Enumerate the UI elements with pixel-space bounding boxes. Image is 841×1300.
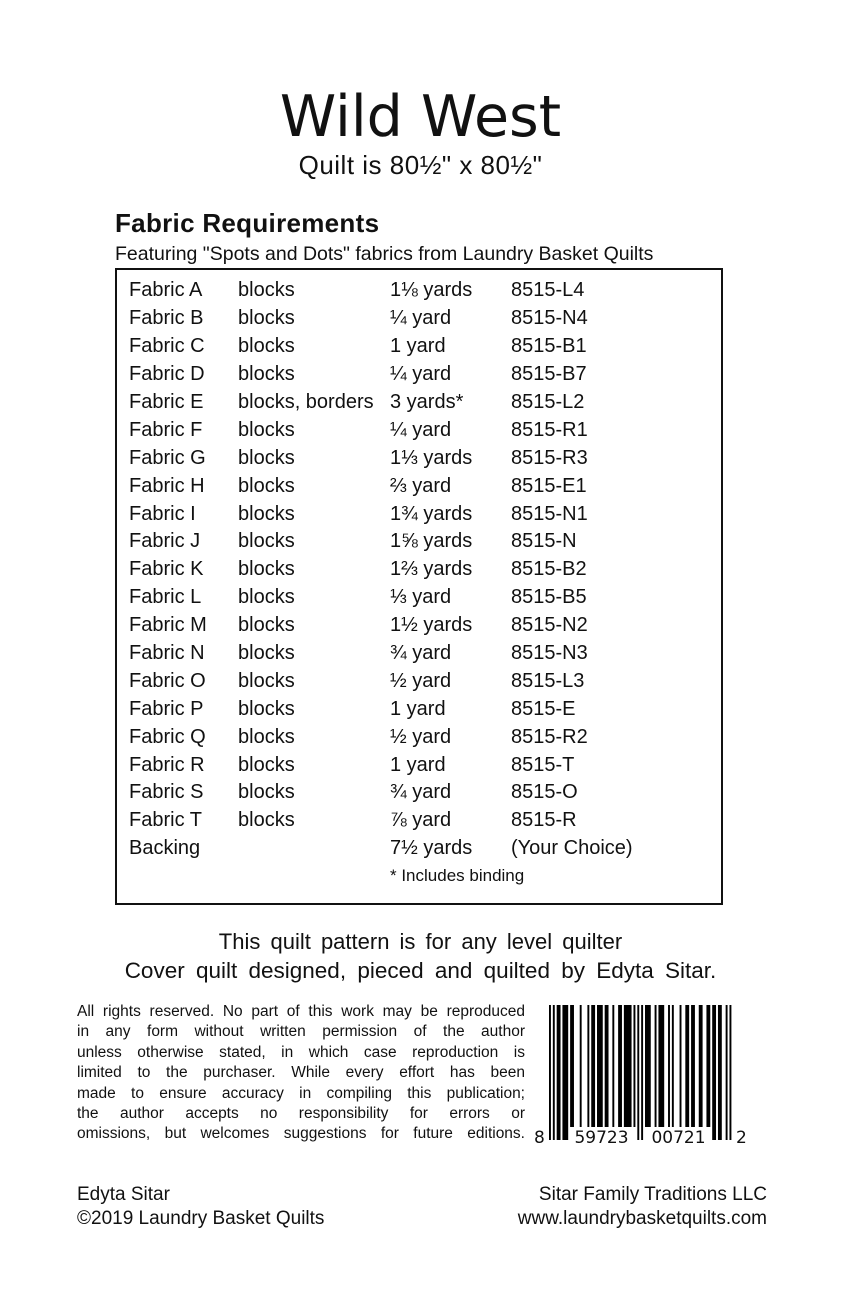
footer-website: www.laundrybasketquilts.com [517,1208,767,1229]
fabric-requirements-subheading: Featuring "Spots and Dots" fabrics from Laundry Basket Quilts [115,243,654,265]
cell-sku: 8515-E [511,697,576,720]
barcode-lead-digit: 8 [534,1128,545,1148]
cell-sku: 8515-L3 [511,669,585,692]
copyright-paragraph [77,1002,525,1145]
copyright-line: omissions, but welcomes suggestions for future editions. [77,1125,525,1143]
cell-name: Fabric F [129,418,203,441]
cell-yardage: 1 yard [390,697,446,720]
barcode-right-group: 00721 [651,1128,706,1148]
upc-barcode [534,1005,752,1153]
cell-use: blocks [238,279,295,302]
binding-footnote: * Includes binding [390,865,525,885]
cell-yardage: 1⅔ yards [390,558,473,581]
skill-level-note: This quilt pattern is for any level quilter [218,929,623,954]
quilt-size-subtitle: Quilt is 80½" x 80½" [298,150,543,180]
cell-yardage: 1 yard [390,753,446,776]
cell-use: blocks [238,335,295,358]
cell-sku: 8515-B5 [511,586,587,609]
cell-name: Fabric C [129,335,205,358]
cell-sku: 8515-N [511,530,577,553]
cell-use: blocks [238,642,295,665]
cell-sku: 8515-N2 [511,614,588,637]
cell-yardage: ⅞ yard [390,809,452,832]
page-title: Wild West [279,84,562,150]
cell-use: blocks [238,669,295,692]
cell-use: blocks [238,614,295,637]
copyright-line: unless otherwise stated, in which case reproduction is [77,1043,525,1061]
footer-company-name: Sitar Family Traditions LLC [538,1184,767,1205]
table-row [129,667,721,695]
cell-use: blocks [238,809,295,832]
cell-sku: 8515-N1 [511,502,588,525]
table-row [129,500,721,528]
cell-yardage: ¼ yard [390,418,452,441]
cell-name: Fabric I [129,502,196,525]
cell-name: Fabric J [129,530,201,553]
footer-author-block [77,1183,324,1231]
cell-yardage: ½ yard [390,725,452,748]
table-row [129,277,721,305]
cell-yardage: ¾ yard [390,781,452,804]
fabric-table-rows [129,277,721,863]
table-row [129,584,721,612]
cell-use: blocks [238,697,295,720]
table-row [129,612,721,640]
table-row [129,779,721,807]
cell-use: blocks [238,530,295,553]
footer-company-block [518,1183,767,1231]
cell-use: blocks [238,363,295,386]
table-row [129,361,721,389]
table-row [129,416,721,444]
cell-sku: 8515-R1 [511,418,588,441]
cell-yardage: ⅔ yard [390,474,452,497]
cell-sku: 8515-B7 [511,363,587,386]
cell-name: Fabric M [129,614,207,637]
cell-name: Fabric E [129,391,204,413]
designer-credit-note: Cover quilt designed, pieced and quilted by Edyta Sitar. [124,958,717,983]
cell-yardage: 1 yard [390,335,446,358]
copyright-line: All rights reserved. No part of this work may be reproduced [77,1003,525,1020]
cell-use: blocks [238,558,295,581]
cell-yardage: 1⅛ yards [390,279,473,302]
cell-use: blocks [238,446,295,469]
cell-name: Fabric K [129,558,204,581]
cell-use: blocks [238,725,295,748]
cell-yardage: 1⅓ yards [390,446,473,469]
cell-name: Fabric R [129,753,205,776]
cell-name: Fabric B [129,307,204,330]
cell-sku: 8515-B1 [511,335,587,358]
cell-name: Fabric O [129,669,206,692]
fabric-requirements-heading: Fabric Requirements [115,208,380,238]
cell-yardage: 1½ yards [390,614,473,637]
copyright-line: made to ensure accuracy in compiling this publication; [77,1084,525,1102]
cell-sku: 8515-B2 [511,558,587,581]
copyright-line: in any form without written permission of the author [77,1023,525,1041]
cell-use: blocks [238,474,295,497]
cell-use: blocks [238,781,295,804]
table-row [129,695,721,723]
cell-sku: 8515-T [511,753,575,776]
cell-name: Fabric L [129,586,202,609]
copyright-line: limited to the purchaser. While every effort has been [77,1064,525,1082]
barcode-left-group: 59723 [574,1128,629,1148]
cell-use: blocks [238,586,295,609]
cell-yardage: 3 yards* [390,391,464,413]
copyright-line: the author accepts no responsibility for errors or [77,1104,525,1122]
cell-name: Fabric S [129,781,204,804]
table-row [129,305,721,333]
footer-copyright-line: ©2019 Laundry Basket Quilts [77,1208,325,1229]
table-row [129,835,721,863]
cell-name: Fabric T [129,809,202,832]
cell-sku: 8515-L4 [511,279,585,302]
cell-sku: 8515-E1 [511,474,587,497]
cell-name: Fabric G [129,446,206,469]
cell-sku: (Your Choice) [511,837,633,860]
footer-author-name: Edyta Sitar [77,1184,170,1205]
cell-name: Fabric N [129,642,205,665]
cell-use: blocks [238,307,295,330]
cell-yardage: 7½ yards [390,837,473,860]
cell-sku: 8515-R3 [511,446,588,469]
cell-name: Backing [129,837,201,860]
cell-name: Fabric P [129,697,204,720]
table-row [129,556,721,584]
cell-sku: 8515-R [511,809,577,832]
cell-sku: 8515-N3 [511,642,588,665]
barcode-check-digit: 2 [736,1128,747,1148]
cell-name: Fabric Q [129,725,206,748]
fabric-requirements-table [115,268,723,905]
cell-yardage: 1¾ yards [390,502,473,525]
table-row [129,640,721,668]
table-row [129,333,721,361]
cell-sku: 8515-R2 [511,725,588,748]
cell-sku: 8515-L2 [511,391,585,413]
table-row [129,472,721,500]
cell-name: Fabric H [129,474,205,497]
table-row [129,528,721,556]
table-row [129,807,721,835]
cell-yardage: 1⅝ yards [390,530,473,553]
cell-yardage: ¼ yard [390,307,452,330]
cell-sku: 8515-N4 [511,307,588,330]
cell-yardage: ⅓ yard [390,586,452,609]
cell-name: Fabric D [129,363,205,386]
table-row [129,444,721,472]
cell-use: blocks [238,418,295,441]
cell-use: blocks [238,753,295,776]
cell-use: blocks [238,502,295,525]
cell-yardage: ¾ yard [390,642,452,665]
cell-sku: 8515-O [511,781,578,804]
cell-use: blocks, borders [238,391,374,413]
cell-yardage: ½ yard [390,669,452,692]
table-row [129,389,721,417]
table-row [129,751,721,779]
table-row [129,723,721,751]
cell-name: Fabric A [129,279,203,302]
cell-yardage: ¼ yard [390,363,452,386]
